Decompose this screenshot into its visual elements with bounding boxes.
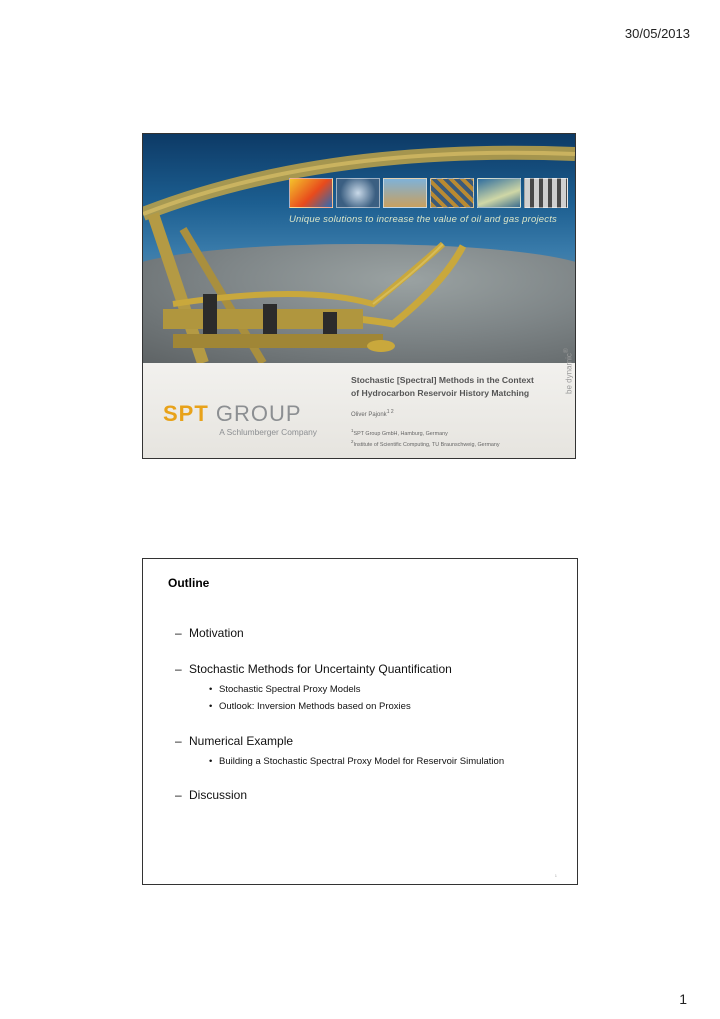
dash-marker: –: [175, 734, 182, 748]
title-line-1: Stochastic [Spectral] Methods in the Context: [351, 375, 534, 385]
logo-group: GROUP: [215, 401, 302, 426]
outline-item-label: Discussion: [189, 788, 248, 802]
be-dynamic-slogan: [563, 334, 574, 394]
affiliations: [351, 427, 500, 449]
tagline: Unique solutions to increase the value of oil and gas projects: [289, 214, 557, 225]
dash-marker: –: [175, 626, 182, 640]
author-name: Oliver Pajonk: [351, 412, 387, 418]
author: [351, 409, 394, 418]
subsea-pipeline-image: [143, 134, 575, 363]
outline-title: Outline: [168, 576, 210, 590]
outline-subitem-label: Stochastic Spectral Proxy Models: [219, 684, 361, 695]
be-dynamic-text: be dynamic: [564, 353, 574, 394]
dash-marker: –: [175, 662, 182, 676]
slide-number: 1: [554, 873, 557, 878]
outline-item-label: Numerical Example: [189, 734, 294, 748]
affiliation-2: [351, 438, 500, 449]
thumbnail-subsea: [477, 178, 521, 208]
logo-spt: SPT: [163, 401, 209, 426]
page-number: 1: [679, 991, 687, 1007]
outline-item-motivation: [175, 626, 244, 640]
affiliation-1-text: SPT Group GmbH, Hamburg, Germany: [353, 430, 448, 437]
thumbnail-equipment: [524, 178, 568, 208]
outline-item-stochastic-methods: [175, 662, 452, 676]
registered-mark: ®: [563, 348, 570, 354]
thumbnail-strip: [289, 178, 568, 208]
outline-subitem-label: Outlook: Inversion Methods based on Proxies: [219, 701, 411, 712]
outline-subitem: [209, 684, 361, 695]
affiliation-1-sup: 1: [351, 428, 354, 433]
bullet-marker: •: [209, 756, 213, 767]
outline-item-label: Motivation: [189, 626, 244, 640]
spt-group-logo: [163, 401, 317, 437]
bullet-marker: •: [209, 684, 213, 695]
pipeline-illustration: [143, 134, 575, 363]
outline-item-discussion: [175, 788, 247, 802]
outline-subitem: [209, 701, 411, 712]
logo-subtitle: A Schlumberger Company: [219, 427, 317, 437]
thumbnail-reservoir-map: [289, 178, 333, 208]
outline-item-label: Stochastic Methods for Uncertainty Quantification: [189, 662, 452, 676]
author-superscript: 1 2: [386, 409, 394, 415]
title-slide: [142, 133, 576, 459]
outline-subitem-label: Building a Stochastic Spectral Proxy Model for Reservoir Simulation: [219, 756, 505, 767]
affiliation-2-sup: 2: [351, 438, 354, 444]
print-date: 30/05/2013: [624, 26, 690, 41]
dash-marker: –: [175, 788, 182, 802]
title-line-2: of Hydrocarbon Reservoir History Matching: [351, 388, 530, 398]
affiliation-1: [351, 427, 500, 438]
outline-subitem: [209, 756, 504, 767]
outline-slide: [142, 558, 578, 885]
thumbnail-rig: [383, 178, 427, 208]
bullet-marker: •: [209, 701, 213, 712]
presentation-title: [351, 374, 561, 400]
thumbnail-network: [430, 178, 474, 208]
outline-item-numerical-example: [175, 734, 293, 748]
thumbnail-pipe-flow: [336, 178, 380, 208]
affiliation-2-text: Institute of Scientific Computing, TU Braunschweig, Germany: [353, 441, 500, 448]
